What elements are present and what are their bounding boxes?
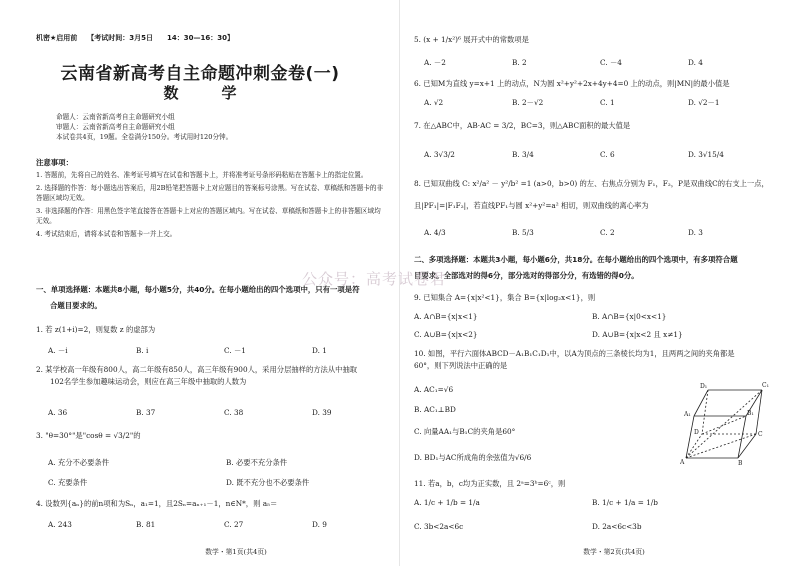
option: B. 必要不充分条件: [226, 458, 288, 467]
option: A. 4/3: [424, 228, 446, 237]
option: A. －i: [48, 346, 68, 355]
vertex-label: A₁: [684, 411, 691, 418]
question-10-line: 60°，则下列说法中正确的是: [414, 361, 508, 371]
option: D. 3√15/4: [688, 150, 724, 159]
option: B. 2: [512, 58, 527, 67]
option: B. 3/4: [512, 150, 534, 159]
notice-item: 1. 答题前，先将自己的姓名、准考证号填写在试卷和答题卡上，并将准考证号条形码粘贴在答题卡上的指定位置。: [36, 171, 368, 179]
option: C. －4: [600, 58, 622, 67]
question-10: [414, 348, 786, 373]
option: C. 2: [600, 228, 615, 237]
option: D. 9: [312, 520, 327, 529]
question-3-options-row2: [48, 478, 400, 487]
option: A. 243: [48, 520, 72, 529]
question-6: 6. 已知M为直线 y=x+1 上的动点，N为圆 x²+y²+2x+4y+4=0 上的动点，则|MN|的最小值是: [414, 79, 730, 88]
option: B. 2－√2: [512, 98, 544, 107]
option: A. －2: [424, 58, 446, 67]
option: D. 39: [312, 408, 332, 417]
confidential-label: 机密★启用前: [36, 34, 78, 42]
vertex-label: B₁: [747, 410, 754, 417]
question-3: 3. "θ=30°"是"cosθ = √3/2"的: [36, 431, 141, 440]
option: B. 81: [136, 520, 156, 529]
question-8-line: 且|PF₁|=|F₁F₂|，若直线PF₁与圆 x²+y²=a² 相切，则双曲线的离心率为: [414, 201, 649, 211]
watermark-text: 公众号：高考试卷君: [302, 270, 447, 288]
vertex-label: C₁: [762, 382, 769, 389]
question-10-option-a: A. AC₁=√6: [414, 385, 454, 394]
question-9: 9. 已知集合 A={x|x²<1}，集合 B={x|log₂x<1}，则: [414, 293, 596, 302]
option: D. 4: [688, 58, 703, 67]
exam-meta: [56, 112, 232, 143]
option: C. －1: [224, 346, 246, 355]
section1-heading-line: 一、单项选择题：本题共8小题，每小题5分，共40分。在每小题给出的四个选项中，只有一项是符: [36, 285, 360, 294]
notice-item: 4. 考试结束后，请将本试卷和答题卡一并上交。: [36, 229, 177, 238]
option: D. 3: [688, 228, 703, 237]
section2-heading: [414, 252, 786, 283]
exam-subject: 数 学: [163, 84, 251, 102]
option: D. A∪B={x|x<2 且 x≠1}: [592, 330, 683, 339]
edge: [738, 416, 746, 458]
question-10-option-b: B. AC₁⊥BD: [414, 405, 456, 414]
section2-heading-line: 目要求。全部选对的得6分，部分选对的得部分分，有选错的得0分。: [414, 270, 639, 280]
hidden-edge: [702, 390, 708, 434]
question-2: [36, 364, 392, 389]
option: A. A∩B={x|x<1}: [414, 312, 478, 321]
option: D. 2a<6c<3b: [592, 522, 642, 531]
option: D. 既不充分也不必要条件: [226, 478, 310, 487]
option: A. 36: [48, 408, 68, 417]
notice-list: [36, 170, 386, 241]
question-11-options-row1: [414, 498, 770, 507]
notice-item: 3. 非选择题的作答：用黑色签字笔直接答在答题卡上对应的答题区域内。写在试卷、草稿纸和答题卡上的非答题区域均无效。: [36, 206, 381, 226]
option: B. 1/c + 1/a = 1/b: [592, 498, 658, 507]
diagonal: [686, 390, 762, 458]
question-11-options-row2: [414, 522, 770, 531]
question-4-options: [48, 520, 400, 529]
question-5-options: [424, 58, 776, 67]
option: C. 充要条件: [48, 478, 88, 487]
meta-line: 命题人：云南省新高考自主命题研究小组: [56, 113, 175, 121]
question-4: 4. 设数列{aₙ}的前n项和为Sₙ，a₁=1，且2Sₙ=aₙ₊₁－1，n∈N*，则 a₅＝: [36, 499, 278, 508]
option: C. 38: [224, 408, 244, 417]
section1-heading-line: 合题目要求的。: [50, 300, 102, 310]
question-8-options: [424, 228, 776, 237]
option: B. i: [136, 346, 149, 355]
question-1: 1. 若 z(1+i)=2，则复数 z 的虚部为: [36, 325, 156, 334]
question-2-line: 2. 某学校高一年级有800人，高二年级有850人，高三年级有900人，采用分层抽样的方法从中抽取: [36, 365, 358, 374]
question-8: [414, 178, 786, 213]
option: B. A∩B={x|0<x<1}: [592, 312, 667, 321]
notice-heading: 注意事项：: [36, 158, 73, 167]
diagonal: [702, 416, 746, 434]
question-10-option-d: D. BD₁与AC所成角的余弦值为√6/6: [414, 453, 532, 462]
option: C. 27: [224, 520, 244, 529]
question-3-options-row1: [48, 458, 400, 467]
question-7-options: [424, 150, 776, 159]
option: B. 5/3: [512, 228, 534, 237]
option: C. 3b<2a<6c: [414, 522, 464, 531]
question-9-options-row2: [414, 330, 770, 339]
question-6-options: [424, 98, 776, 107]
meta-line: 本试卷共4页，19题。全卷满分150分。考试用时120分钟。: [56, 133, 233, 142]
question-2-line: 102名学生参加趣味运动会，则应在高三年级中抽取的人数为: [50, 377, 247, 387]
question-1-options: [48, 346, 400, 355]
question-9-options-row1: [414, 312, 770, 321]
option: C. 1: [600, 98, 615, 107]
section2-heading-line: 二、多项选择题：本题共3小题，每小题6分，共18分。在每小题给出的四个选项中，有多项符合题: [414, 255, 738, 264]
option: A. 充分不必要条件: [48, 458, 109, 467]
question-2-options: [48, 408, 400, 417]
page-footer: 数学・第1页(共4页): [205, 547, 267, 556]
meta-line: 审题人：云南省新高考自主命题研究小组: [56, 123, 175, 132]
question-8-line: 8. 已知双曲线 C: x²/a² － y²/b² =1 (a>0，b>0) 的左、右焦点分别为 F₁，F₂，P是双曲线C的右支上一点，: [414, 179, 769, 188]
page-2: [400, 0, 800, 566]
vertex-label: C: [758, 431, 763, 438]
question-10-option-c: C. 向量AA₁与B₁C的夹角是60°: [414, 427, 516, 436]
vertex-label: A: [680, 459, 685, 466]
option: A. 1/c + 1/b = 1/a: [414, 498, 480, 507]
notice-item: 2. 选择题的作答：每小题选出答案后，用2B铅笔把答题卡上对应题目的答案标号涂黑。写在试卷、草稿纸和答题卡的非答题区域均无效。: [36, 183, 384, 203]
option: B. 37: [136, 408, 156, 417]
diagonal: [686, 434, 756, 458]
option: A. 3√3/2: [424, 150, 455, 159]
option: C. A∪B={x|x<2}: [414, 330, 478, 339]
exam-header: [36, 34, 234, 43]
option: C. 6: [600, 150, 615, 159]
edge: [738, 434, 756, 458]
parallelepiped-figure: [680, 378, 770, 466]
option: D. 1: [312, 346, 327, 355]
edge: [756, 390, 762, 434]
question-10-line: 10. 如图，平行六面体ABCD－A₁B₁C₁D₁中，以A为顶点的三条棱长均为1，且两两之间的夹角都是: [414, 349, 735, 358]
exam-time-label: 【考试时间：3月5日 14：30—16：30】: [87, 34, 234, 42]
page-footer: 数学・第2页(共4页): [583, 547, 645, 556]
question-11: 11. 若a，b，c均为正实数，且 2ᵃ=3ᵇ=6ᶜ，则: [414, 479, 566, 488]
question-7: 7. 在△ABC中，AB·AC = 3/2，BC=3，则△ABC面积的最大值是: [414, 121, 631, 130]
option: D. √2－1: [688, 98, 720, 107]
question-5: 5. (x + 1/x²)⁶ 展开式中的常数项是: [414, 35, 529, 44]
vertex-label: B: [738, 460, 743, 466]
vertex-label: D: [694, 429, 699, 436]
vertex-label: D₁: [700, 383, 708, 390]
option: A. √2: [424, 98, 444, 107]
exam-title: 云南省新高考自主命题冲刺金卷(一): [60, 64, 340, 84]
